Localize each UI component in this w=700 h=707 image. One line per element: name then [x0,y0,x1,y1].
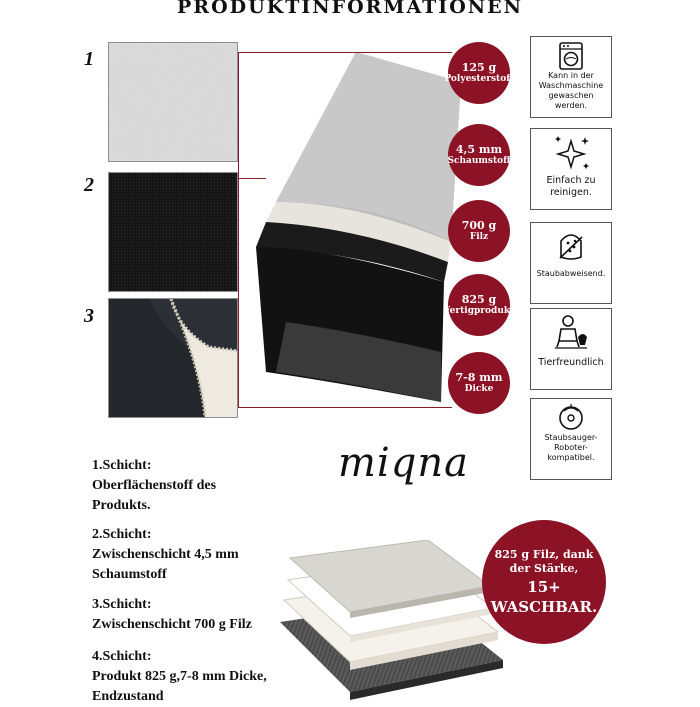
dust-repel-icon [551,227,591,263]
feature-dust-repellent: Staubabweisend. [530,222,612,304]
feature-washable: Kann in der Waschmaschine gewaschen werden. [530,36,612,118]
swatch-polyester [108,42,238,162]
badge-finished-product: 825 g Fertigprodukt [448,274,510,336]
child-pet-icon [551,313,591,351]
product-layers-image [236,52,466,412]
layer-number-1: 1 [84,48,94,70]
leader-line-2 [238,178,266,179]
badge-polyester: 125 g Polyesterstoff [448,42,510,104]
layer-description-2: 2.Schicht: Zwischenschicht 4,5 mm Schaumstoff [92,527,239,582]
exploded-layers-image [278,540,508,700]
feature-easy-clean: Einfach zu reinigen. [530,128,612,210]
leader-line-3 [238,407,452,408]
leader-line-1 [238,52,452,53]
washing-machine-icon [556,41,586,71]
layer-number-2: 2 [84,174,94,196]
feature-robot-vacuum: Staubsauger- Roboter- kompatibel. [530,398,612,480]
badge-thickness: 7-8 mm Dicke [448,352,510,414]
layer-description-1: 1.Schicht: Oberflächenstoff des Produkts. [92,458,217,513]
feature-pet-friendly: Tierfreundlich [530,308,612,390]
badge-foam: 4,5 mm Schaumstoff [448,124,510,186]
page-title: PRODUKTINFORMATIONEN [177,0,523,18]
swatch-felt-backing [108,298,238,418]
badge-felt: 700 g Filz [448,200,510,262]
layer-number-3: 3 [84,305,94,327]
robot-vacuum-icon [556,403,586,433]
promo-badge: 825 g Filz, dank der Stärke, 15+ WASCHBAR. [482,520,606,644]
sparkle-icon [549,133,593,175]
layer-description-4: 4.Schicht: Produkt 825 g,7-8 mm Dicke, Endzustand [92,649,267,704]
brand-logo: miqna [338,440,469,486]
swatch-foam [108,172,238,292]
leader-vertical [238,52,239,408]
layer-description-3: 3.Schicht: Zwischenschicht 700 g Filz [92,597,252,632]
